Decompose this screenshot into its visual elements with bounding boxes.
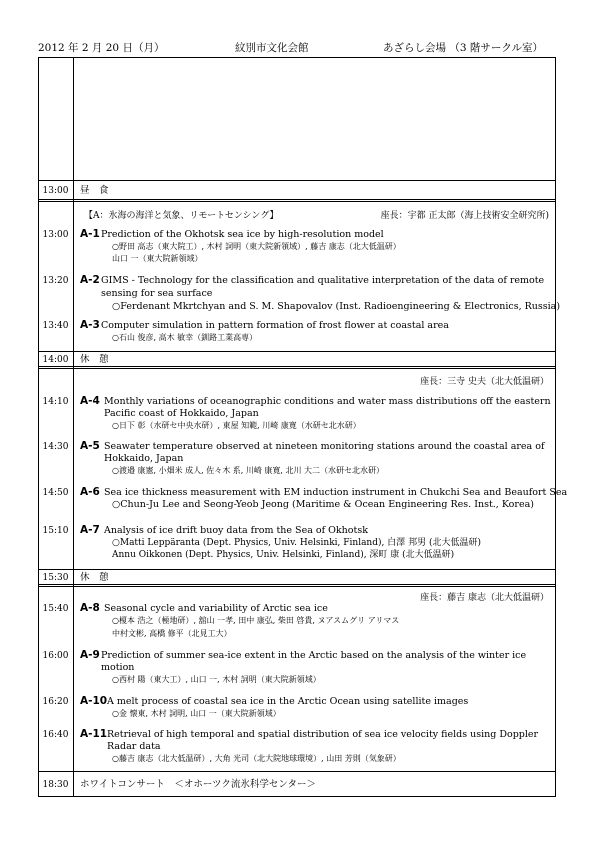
talk-title: sensing for sea surface bbox=[101, 288, 213, 299]
talk-title: Pacific coast of Hokkaido, Japan bbox=[104, 408, 259, 419]
talk-authors: Annu Oikkonen (Dept. Physics, Univ. Helsinki, Finland), 深町 康 (北大低温研) bbox=[112, 550, 455, 560]
talk-authors: ○金 懐東, 木村 詞明, 山口 一（東大院新領域） bbox=[112, 709, 281, 718]
header-date: 2012 年 2 月 20 日（月） bbox=[38, 42, 165, 54]
talk-authors: 中村文彬, 高橋 修平（北見工大） bbox=[112, 629, 232, 638]
header-venue: 紋別市文化会館 bbox=[235, 42, 309, 54]
talk-authors: ○日下 彰（水研セ中央水研）, 東屋 知範, 川崎 康寛（水研セ北水研） bbox=[112, 421, 361, 430]
talk-code: A-4 bbox=[80, 395, 100, 407]
talk-authors: ○渡邉 康憲, 小畑米 成人, 佐々木 系, 川崎 康寛, 北川 大二（水研セ北水研） bbox=[112, 466, 385, 475]
talk-authors: ○野田 高志（東大院工）, 木村 詞明（東大院新領域）, 藤吉 康志（北大低温研） bbox=[112, 242, 401, 251]
talk-time: 14:10 bbox=[42, 397, 69, 407]
break-label: 休 憩 bbox=[80, 572, 109, 583]
page-header bbox=[0, 40, 595, 56]
talk-time: 13:20 bbox=[42, 276, 69, 286]
concert-label: ホワイトコンサート ＜オホーツク流氷科学センター＞ bbox=[80, 779, 316, 790]
talk-title: Computer simulation in pattern formation of frost flower at coastal area bbox=[101, 320, 449, 331]
talk-authors: 山口 一（東大院新領域） bbox=[112, 254, 203, 263]
break-time: 14:00 bbox=[42, 355, 69, 365]
talk-code: A-11 bbox=[80, 728, 108, 740]
talk-title: motion bbox=[101, 662, 135, 673]
talk-title: Seawater temperature observed at nineteen monitoring stations around the coastal area of bbox=[104, 441, 545, 452]
talk-time: 16:20 bbox=[42, 697, 69, 707]
row-divider bbox=[38, 584, 556, 587]
talk-time: 16:40 bbox=[42, 730, 69, 740]
talk-time: 14:30 bbox=[42, 442, 69, 452]
session-title: 【A：氷海の海洋と気象、リモートセンシング】 bbox=[84, 211, 279, 221]
talk-code: A-10 bbox=[80, 695, 108, 707]
talk-authors: ○榎本 浩之（極地研）, 舘山 一孝, 田中 康弘, 柴田 啓貴, ヌアスムグリ アリマス bbox=[112, 616, 400, 625]
row-divider bbox=[38, 199, 556, 202]
row-divider bbox=[38, 351, 556, 352]
talk-title: Hokkaido, Japan bbox=[104, 453, 184, 464]
talk-title: Sea ice thickness measurement with EM induction instrument in Chukchi Sea and Beaufort Sea bbox=[104, 487, 568, 498]
row-divider bbox=[38, 771, 556, 772]
break-label: 休 憩 bbox=[80, 354, 109, 365]
session-chair: 座長：藤吉 康志（北大低温研） bbox=[420, 593, 549, 603]
talk-authors: ○Ferdenant Mkrtchyan and S. M. Shapovalov (Inst. Radioengineering & Electronics, Russia) bbox=[112, 301, 561, 312]
talk-code: A-1 bbox=[80, 228, 100, 240]
talk-title: Seasonal cycle and variability of Arctic sea ice bbox=[104, 603, 328, 614]
session-chair: 座長：宇都 正太郎（海上技術安全研究所) bbox=[380, 211, 549, 221]
time-column-divider bbox=[73, 57, 74, 797]
talk-authors: ○Matti Leppäranta (Dept. Physics, Univ. Helsinki, Finland), 白澤 邦男 (北大低温研) bbox=[112, 538, 481, 548]
talk-title: Retrieval of high temporal and spatial distribution of sea ice velocity fields using Doppler bbox=[107, 729, 539, 740]
row-divider bbox=[38, 569, 556, 570]
talk-authors: ○石山 俊彦, 高木 敏幸（釧路工業高専） bbox=[112, 333, 258, 342]
concert-time: 18:30 bbox=[42, 780, 69, 790]
talk-authors: ○藤吉 康志（北大低温研）, 大角 光司（北大院地球環境）, 山田 芳則（気象研） bbox=[112, 754, 401, 763]
break-time: 15:30 bbox=[42, 573, 69, 583]
talk-time: 13:00 bbox=[42, 230, 69, 240]
lunch-label: 昼 食 bbox=[80, 185, 109, 196]
talk-title: GIMS - Technology for the classification and qualitative interpretation of the data of remote bbox=[101, 275, 545, 286]
talk-code: A-8 bbox=[80, 602, 100, 614]
row-divider bbox=[38, 180, 556, 181]
talk-code: A-7 bbox=[80, 524, 100, 536]
lunch-time: 13:00 bbox=[42, 186, 69, 196]
talk-code: A-2 bbox=[80, 274, 100, 286]
talk-time: 13:40 bbox=[42, 321, 69, 331]
talk-time: 16:00 bbox=[42, 651, 69, 661]
talk-title: A melt process of coastal sea ice in the Arctic Ocean using satellite images bbox=[107, 696, 469, 707]
talk-title: Prediction of the Okhotsk sea ice by high-resolution model bbox=[101, 229, 384, 240]
talk-title: Prediction of summer sea-ice extent in the Arctic based on the analysis of the winter ice bbox=[101, 650, 527, 661]
talk-authors: ○Chun-Ju Lee and Seong-Yeob Jeong (Maritime & Ocean Engineering Res. Inst., Korea) bbox=[112, 499, 534, 510]
talk-authors: ○西村 陽（東大工）, 山口 一, 木村 詞明（東大院新領域） bbox=[112, 675, 321, 684]
row-divider bbox=[38, 366, 556, 369]
header-room: あざらし会場 （3 階サークル室） bbox=[383, 42, 544, 54]
talk-time: 14:50 bbox=[42, 488, 69, 498]
talk-title: Analysis of ice drift buoy data from the Sea of Okhotsk bbox=[104, 525, 368, 536]
talk-title: Radar data bbox=[107, 741, 161, 752]
session-chair: 座長：三寺 史夫（北大低温研） bbox=[420, 377, 549, 387]
talk-code: A-6 bbox=[80, 486, 100, 498]
talk-code: A-3 bbox=[80, 319, 100, 331]
talk-title: Monthly variations of oceanographic conditions and water mass distributions off the eastern bbox=[104, 396, 551, 407]
talk-time: 15:10 bbox=[42, 526, 69, 536]
talk-code: A-5 bbox=[80, 440, 100, 452]
talk-code: A-9 bbox=[80, 649, 100, 661]
talk-time: 15:40 bbox=[42, 604, 69, 614]
